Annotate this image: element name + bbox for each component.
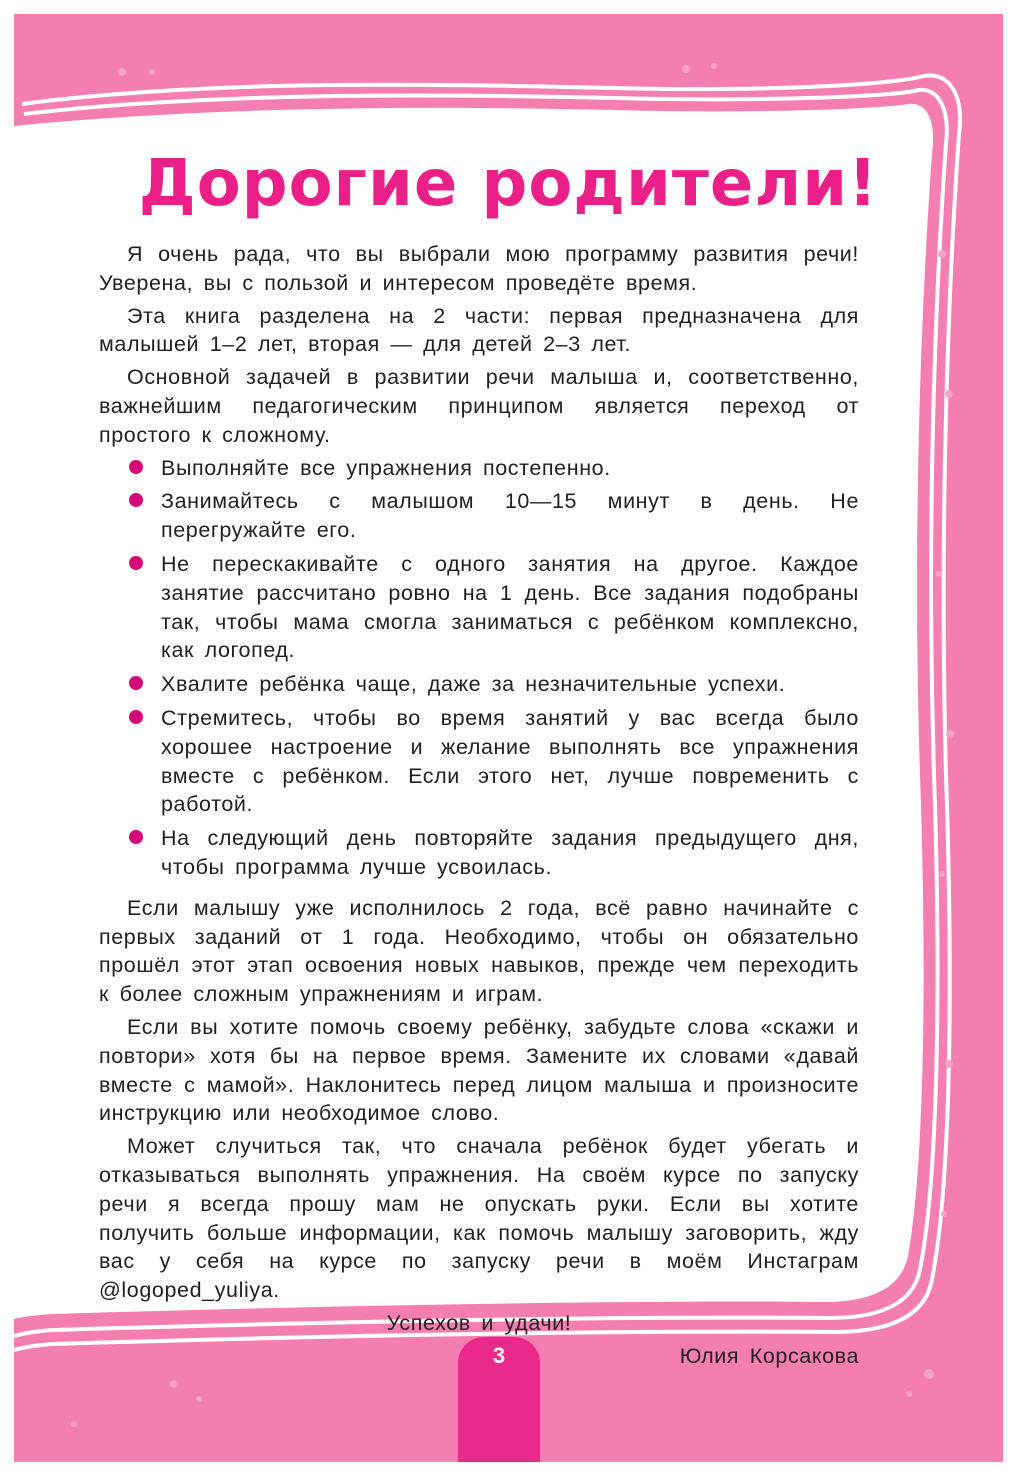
- list-item: [99, 670, 859, 699]
- list-item-text: Выполняйте все упражнения постепенно.: [161, 455, 611, 480]
- author-signature: Юлия Корсакова: [679, 1343, 859, 1368]
- page-number: 3: [492, 1343, 506, 1368]
- bullet-icon: [129, 710, 143, 724]
- list-item-text: Занимайтесь с малышом 10—15 минут в день. Не перегружайте его.: [161, 489, 859, 543]
- bullet-icon: [129, 460, 143, 474]
- book-page: [14, 14, 1003, 1462]
- closing-wishes: Успехов и удачи!: [386, 1310, 572, 1335]
- list-item-text: Не перескакивайте с одного занятия на другое. Каждое занятие рассчитано ровно на 1 день. Все задания подобраны так, чтобы мама смогла заниматься с ребёнком комплексно, как логопед.: [161, 551, 859, 663]
- bullet-icon: [129, 556, 143, 570]
- tips-list: [99, 454, 859, 882]
- intro-paragraph: Эта книга разделена на 2 части: первая предназначена для малышей 1–2 лет, вторая — для детей 2–3 лет.: [99, 303, 859, 357]
- list-item-text: На следующий день повторяйте задания предыдущего дня, чтобы программа лучше усвоилась.: [161, 826, 859, 879]
- intro-paragraph: Основной задачей в развитии речи малыша и, соответственно, важнейшим педагогическим принципом является переход от простого к сложному.: [99, 365, 859, 447]
- list-item-text: Хвалите ребёнка чаще, даже за незначительные успехи.: [161, 672, 786, 697]
- letter-body: [99, 240, 859, 1374]
- list-item-text: Стремитесь, чтобы во время занятий у вас всегда было хорошее настроение и желание выполнять все упражнения вместе с ребёнком. Если этого нет, лучше повременить с работой.: [161, 705, 859, 817]
- outro-paragraph: Может случиться так, что сначала ребёнок будет убегать и отказываться выполнять упражнения. На своём курсе по запуску речи я всегда прошу мам не опускать руки. Если вы хотите получить больше информации, как помочь малышу заговорить, жду вас у себя на курсе по запуску речи в моём Инстаграм @logoped_yuliya.: [99, 1134, 859, 1303]
- intro-paragraph: Я очень рада, что вы выбрали мою программу развития речи! Уверена, вы с пользой и интересом проведёте время.: [99, 242, 859, 295]
- list-item: [99, 824, 859, 882]
- bullet-icon: [129, 676, 143, 690]
- list-item: [99, 704, 859, 819]
- page-title: Дорогие родители!: [138, 147, 879, 221]
- page-number-tab: [458, 1337, 540, 1462]
- bullet-icon: [129, 493, 143, 507]
- outro-paragraph: Если вы хотите помочь своему ребёнку, забудьте слова «скажи и повтори» хотя бы на первое время. Замените их словами «давай вместе с мамой». Наклонитесь перед лицом малыша и произносите инструкцию или необходимое слово.: [99, 1014, 859, 1126]
- outro-paragraph: Если малышу уже исполнилось 2 года, всё равно начинайте с первых заданий от 1 года. Необходимо, чтобы он обязательно прошёл этот этап освоения новых навыков, прежде чем переходить к более сложным упражнениям и играм.: [99, 895, 859, 1007]
- list-item: [99, 550, 859, 665]
- bullet-icon: [129, 830, 143, 844]
- list-item: [99, 487, 859, 545]
- list-item: [99, 454, 859, 483]
